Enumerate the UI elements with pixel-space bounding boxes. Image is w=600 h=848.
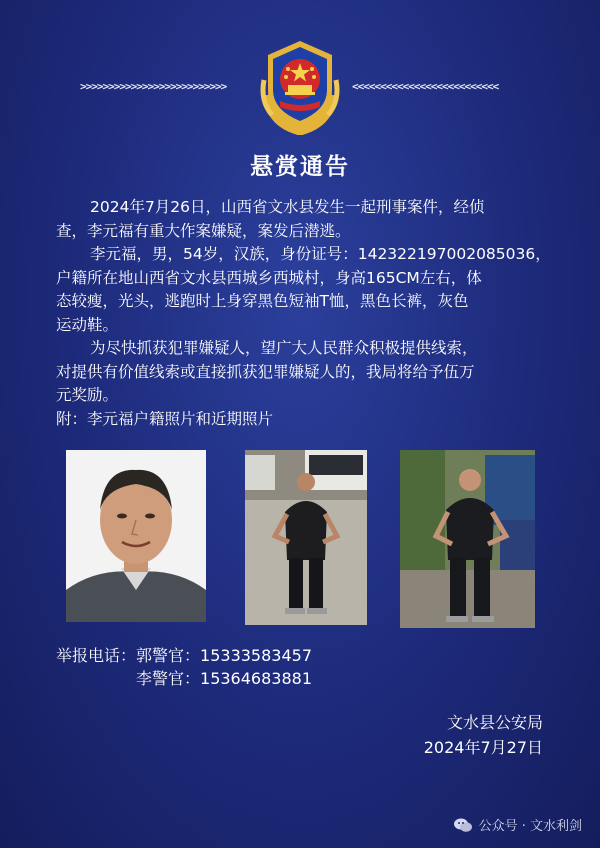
standing-photo-outdoor — [400, 450, 535, 628]
paragraph-line: 2024年7月26日，山西省文水县发生一起刑事案件，经侦 — [90, 198, 485, 216]
left-chevron-decoration: >>>>>>>>>>>>>>>>>>>>>>>>>> — [80, 80, 227, 93]
contact-row-2 — [56, 666, 312, 689]
officer-name: 郭警官： — [136, 646, 201, 665]
paragraph-line: 态较瘦，光头，逃跑时上身穿黑色短袖T恤，黑色长裤，灰色 — [56, 292, 469, 310]
paragraph-line: 元奖励。 — [56, 386, 119, 404]
id-portrait-photo — [66, 450, 206, 622]
paragraph-line: 查，李元福有重大作案嫌疑，案发后潜逃。 — [56, 221, 351, 240]
notice-title: 悬赏通告 — [250, 154, 350, 180]
notice-body — [56, 196, 556, 431]
phone-number[interactable]: 15364683881 — [200, 669, 312, 688]
contact-row-1 — [56, 643, 312, 666]
wechat-icon — [453, 817, 473, 833]
watermark-text: 公众号 · 文水利剑 — [478, 819, 582, 834]
paragraph-line: 为尽快抓获犯罪嫌疑人，望广大人民群众积极提供线索， — [90, 339, 478, 357]
phone-number[interactable]: 15333583457 — [200, 646, 313, 665]
standing-photo — [245, 450, 367, 625]
right-chevron-decoration: <<<<<<<<<<<<<<<<<<<<<<<<<< — [352, 80, 499, 93]
issuer-name: 文水县公安局 — [446, 713, 543, 732]
recent-photo-street — [245, 450, 367, 625]
portrait-photo — [66, 450, 206, 622]
police-emblem-icon — [250, 35, 350, 135]
issue-date: 2024年7月27日 — [423, 738, 543, 757]
paragraph-line: 李元福，男，54岁，汉族，身份证号：142322197002085036， — [90, 245, 551, 263]
contact-label: 举报电话： — [56, 646, 137, 665]
paragraph-line: 对提供有价值线索或直接抓获犯罪嫌疑人的，我局将给予伍万 — [56, 362, 475, 381]
attachment-note: 附：李元福户籍照片和近期照片 — [56, 409, 274, 428]
account-watermark — [453, 815, 582, 834]
officer-name: 李警官： — [136, 669, 201, 688]
recent-photo-outdoor — [400, 450, 535, 628]
paragraph-line: 运动鞋。 — [56, 315, 119, 334]
paragraph-line: 户籍所在地山西省文水县西城乡西城村，身高165CM左右，体 — [56, 268, 482, 287]
